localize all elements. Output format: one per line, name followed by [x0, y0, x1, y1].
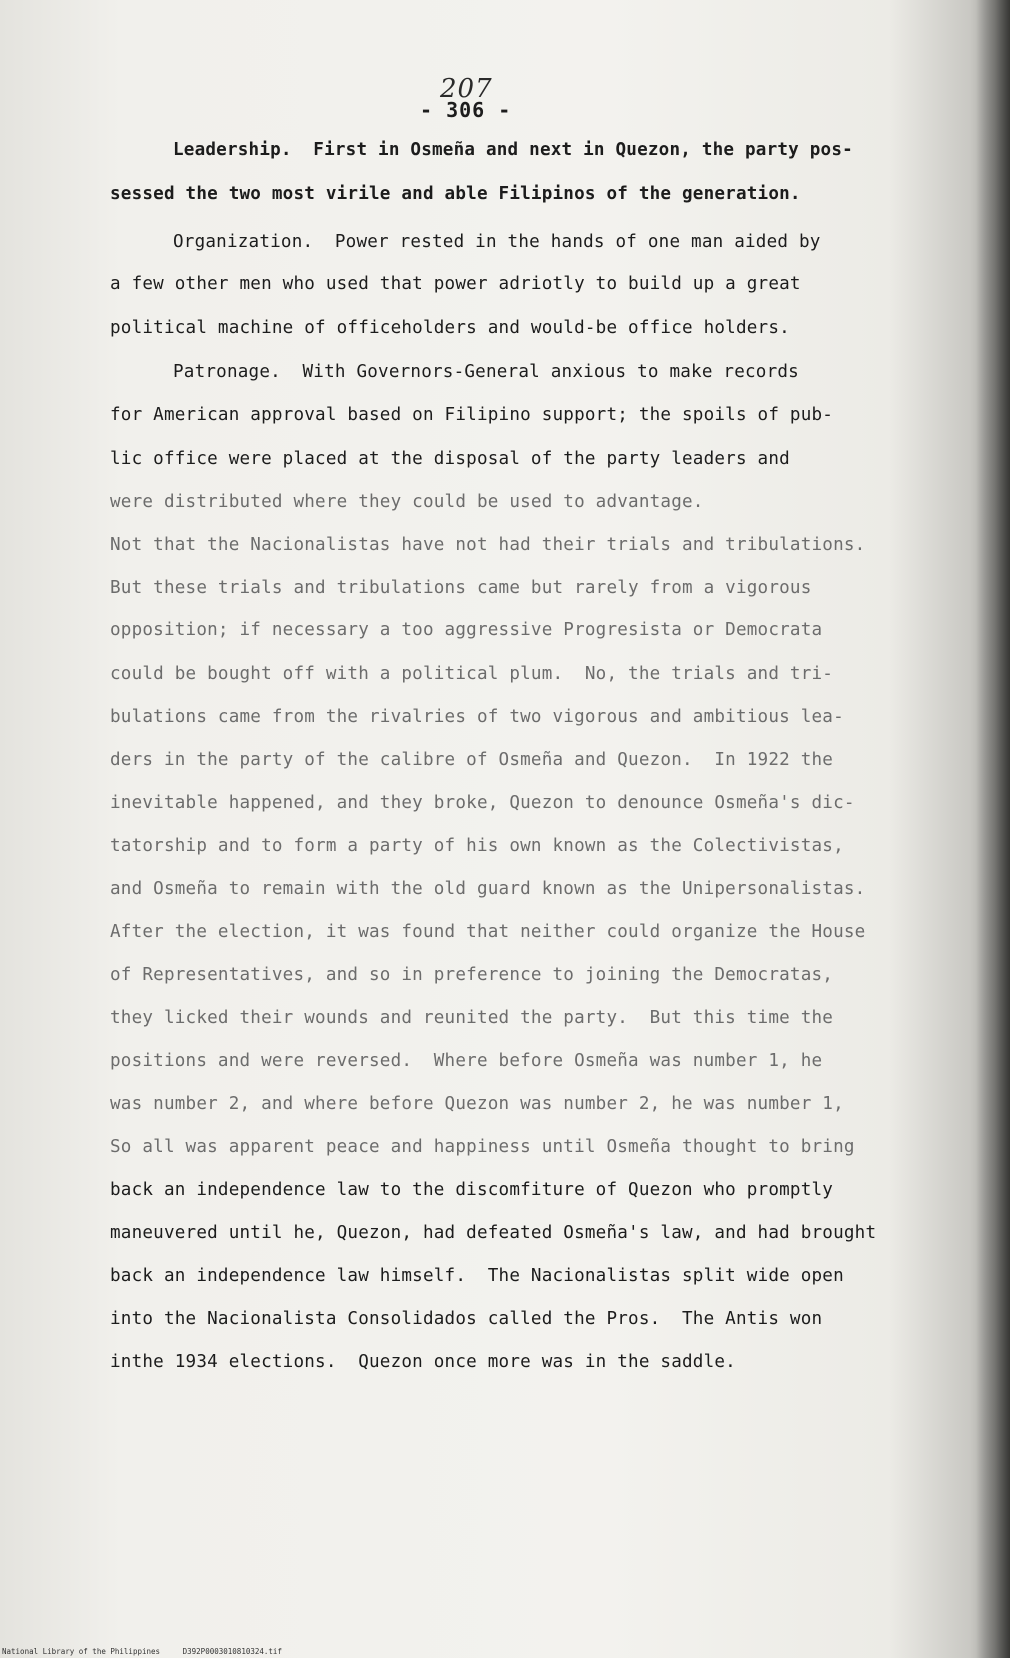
- text-line: positions and were reversed. Where before Osmeña was number 1, he: [110, 1051, 823, 1071]
- text-line: was number 2, and where before Quezon was number 2, he was number 1,: [110, 1094, 844, 1114]
- text-line: for American approval based on Filipino support; the spoils of pub-: [110, 405, 834, 425]
- text-line: back an independence law to the discomfiture of Quezon who promptly: [110, 1180, 834, 1200]
- text-line: Organization. Power rested in the hands of one man aided by: [173, 232, 821, 252]
- text-line: sessed the two most virile and able Filipinos of the generation.: [110, 184, 801, 204]
- text-line: inthe 1934 elections. Quezon once more was in the saddle.: [110, 1352, 736, 1372]
- text-line: lic office were placed at the disposal of the party leaders and: [110, 449, 790, 469]
- scan-edge-shadow: [976, 0, 1010, 1658]
- text-line: So all was apparent peace and happiness until Osmeña thought to bring: [110, 1137, 855, 1157]
- text-line: After the election, it was found that neither could organize the House: [110, 922, 866, 942]
- text-line: political machine of officeholders and would-be office holders.: [110, 318, 790, 338]
- archive-caption: National Library of the Philippines D392P0003010810324.tif: [2, 1647, 282, 1656]
- text-line: opposition; if necessary a too aggressive Progresista or Democrata: [110, 620, 823, 640]
- text-line: a few other men who used that power adriotly to build up a great: [110, 274, 801, 294]
- text-line: back an independence law himself. The Nacionalistas split wide open: [110, 1266, 844, 1286]
- text-line: were distributed where they could be used to advantage.: [110, 492, 704, 512]
- text-line: they licked their wounds and reunited the party. But this time the: [110, 1008, 834, 1028]
- text-line: and Osmeña to remain with the old guard known as the Unipersonalistas.: [110, 879, 866, 899]
- text-line: could be bought off with a political plum. No, the trials and tri-: [110, 664, 834, 684]
- text-line: Patronage. With Governors-General anxious to make records: [173, 362, 799, 382]
- text-line: into the Nacionalista Consolidados called the Pros. The Antis won: [110, 1309, 823, 1329]
- text-line: of Representatives, and so in preference to joining the Democratas,: [110, 965, 834, 985]
- text-line: inevitable happened, and they broke, Quezon to denounce Osmeña's dic-: [110, 793, 855, 813]
- text-line: Not that the Nacionalistas have not had their trials and tribulations.: [110, 535, 866, 555]
- text-line: ders in the party of the calibre of Osmeña and Quezon. In 1922 the: [110, 750, 834, 770]
- text-line: Leadership. First in Osmeña and next in Quezon, the party pos-: [173, 140, 853, 160]
- typed-page-number: - 306 -: [420, 98, 512, 122]
- text-line: But these trials and tribulations came but rarely from a vigorous: [110, 578, 812, 598]
- text-line: tatorship and to form a party of his own known as the Colectivistas,: [110, 836, 844, 856]
- text-line: maneuvered until he, Quezon, had defeated Osmeña's law, and had brought: [110, 1223, 877, 1243]
- handwritten-page-number: 207: [440, 74, 493, 104]
- text-line: bulations came from the rivalries of two vigorous and ambitious lea-: [110, 707, 844, 727]
